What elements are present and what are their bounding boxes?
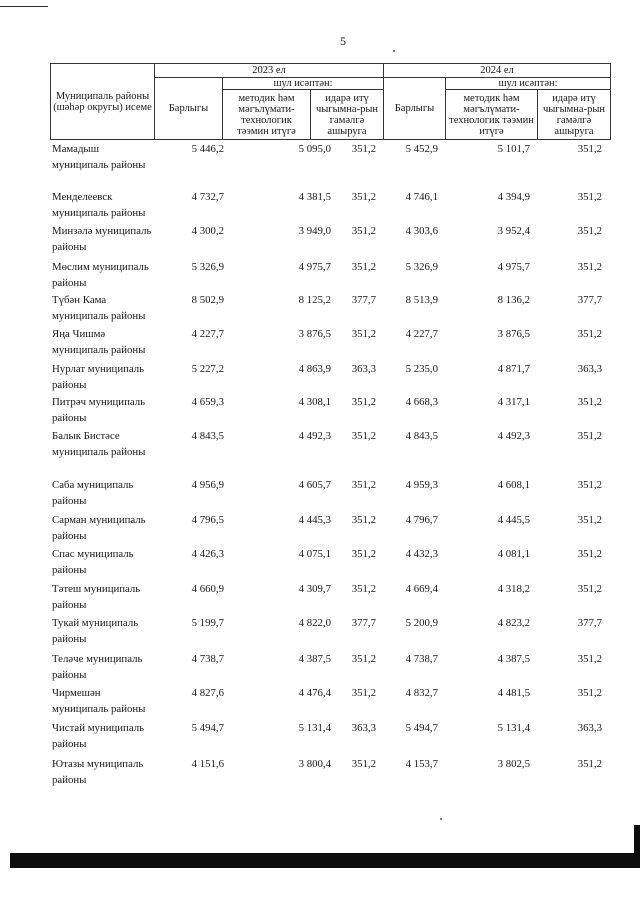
table-row — [50, 394, 610, 426]
methodical-2024: 4 387,5 — [497, 653, 530, 665]
table-row — [50, 581, 610, 613]
total-2023: 5 494,7 — [191, 722, 224, 734]
municipality-name: Мамадыш муниципаль районы — [52, 143, 146, 171]
total-2024: 4 153,7 — [405, 758, 438, 770]
total-2024: 4 669,4 — [405, 583, 438, 595]
methodical-2024: 4 492,3 — [497, 430, 530, 442]
total-2023: 5 446,2 — [191, 143, 224, 155]
table-row — [50, 361, 610, 393]
methodical-2023: 3 876,5 — [298, 328, 331, 340]
management-2023: 351,2 — [351, 687, 376, 699]
top-rule — [0, 6, 48, 7]
total-2024: 4 303,6 — [405, 225, 438, 237]
total-2023: 4 827,6 — [191, 687, 224, 699]
total-2024: 4 668,3 — [405, 396, 438, 408]
methodical-2023-header: методик һәм мәгълүмати-технологик тәэмин итүгә — [223, 90, 311, 140]
total-2023-header: Барлыгы — [155, 78, 223, 140]
management-2023: 351,2 — [351, 328, 376, 340]
management-2023: 351,2 — [351, 758, 376, 770]
municipality-name: Питрәч муниципаль районы — [52, 396, 146, 424]
methodical-2023: 4 381,5 — [298, 191, 331, 203]
management-2024: 351,2 — [577, 191, 602, 203]
municipality-name: Минзәлә муниципаль районы — [52, 225, 152, 253]
table-row — [50, 189, 610, 221]
municipality-name: Ютазы муниципаль районы — [52, 758, 144, 786]
management-2024: 351,2 — [577, 261, 602, 273]
methodical-2024: 3 952,4 — [497, 225, 530, 237]
total-2023: 4 660,9 — [191, 583, 224, 595]
management-2024: 363,3 — [577, 722, 602, 734]
management-2024: 351,2 — [577, 758, 602, 770]
management-2023: 351,2 — [351, 225, 376, 237]
methodical-2024: 4 608,1 — [497, 479, 530, 491]
total-2023: 4 843,5 — [191, 430, 224, 442]
municipality-name: Спас муниципаль районы — [52, 548, 134, 576]
methodical-2023: 8 125,2 — [298, 294, 331, 306]
municipality-name: Чирмешән муниципаль районы — [52, 687, 146, 715]
total-2023: 4 732,7 — [191, 191, 224, 203]
total-2024: 4 832,7 — [405, 687, 438, 699]
management-2023: 351,2 — [351, 514, 376, 526]
management-2023: 377,7 — [351, 294, 376, 306]
total-2024: 5 235,0 — [405, 363, 438, 375]
management-2024: 351,2 — [577, 430, 602, 442]
scan-speck — [440, 818, 442, 820]
management-2024: 351,2 — [577, 687, 602, 699]
methodical-2024: 4 481,5 — [497, 687, 530, 699]
management-2024: 363,3 — [577, 363, 602, 375]
management-2023: 351,2 — [351, 261, 376, 273]
management-2023: 351,2 — [351, 583, 376, 595]
total-2024: 4 959,3 — [405, 479, 438, 491]
management-2024: 377,7 — [577, 617, 602, 629]
management-2023-header: идарә итү чыгымна-рын гамәлгә ашыруга — [311, 90, 384, 140]
total-2024-header: Барлыгы — [384, 78, 446, 140]
total-2024: 4 738,7 — [405, 653, 438, 665]
municipality-name: Нурлат муниципаль районы — [52, 363, 145, 391]
management-2024: 351,2 — [577, 514, 602, 526]
management-2024: 377,7 — [577, 294, 602, 306]
municipality-name: Сарман муниципаль районы — [52, 514, 146, 542]
including-2023-header: шул исәптән: — [223, 78, 384, 90]
total-2024: 4 796,7 — [405, 514, 438, 526]
total-2024: 4 746,1 — [405, 191, 438, 203]
table-row — [50, 141, 610, 183]
management-2023: 363,3 — [351, 722, 376, 734]
methodical-2023: 4 309,7 — [298, 583, 331, 595]
management-2024: 351,2 — [577, 653, 602, 665]
methodical-2024: 4 975,7 — [497, 261, 530, 273]
total-2023: 4 300,2 — [191, 225, 224, 237]
total-2023: 8 502,9 — [191, 294, 224, 306]
methodical-2023: 4 308,1 — [298, 396, 331, 408]
total-2023: 5 326,9 — [191, 261, 224, 273]
methodical-2024: 4 445,5 — [497, 514, 530, 526]
total-2023: 4 796,5 — [191, 514, 224, 526]
methodical-2024: 4 394,9 — [497, 191, 530, 203]
methodical-2024: 3 876,5 — [497, 328, 530, 340]
municipality-column-header: Муниципаль районы (шәһәр округы) исеме — [51, 64, 155, 140]
management-2023: 377,7 — [351, 617, 376, 629]
methodical-2024: 4 317,1 — [497, 396, 530, 408]
methodical-2023: 3 949,0 — [298, 225, 331, 237]
page-number: 5 — [340, 34, 346, 48]
table-header — [50, 63, 611, 140]
municipality-name: Яңа Чишмә муниципаль районы — [52, 328, 146, 356]
year-2024-header: 2024 ел — [384, 64, 611, 78]
table-row — [50, 615, 610, 647]
municipality-name: Менделеевск муниципаль районы — [52, 191, 146, 219]
management-2023: 351,2 — [351, 396, 376, 408]
methodical-2024: 5 101,7 — [497, 143, 530, 155]
methodical-2023: 4 605,7 — [298, 479, 331, 491]
table-row — [50, 651, 610, 683]
management-2023: 351,2 — [351, 653, 376, 665]
scan-edge-shadow — [634, 825, 640, 855]
table-row — [50, 259, 610, 291]
total-2023: 4 151,6 — [191, 758, 224, 770]
methodical-2023: 4 492,3 — [298, 430, 331, 442]
scan-speck — [393, 50, 395, 52]
table-row — [50, 292, 610, 324]
management-2024: 351,2 — [577, 225, 602, 237]
total-2023: 4 227,7 — [191, 328, 224, 340]
methodical-2023: 4 445,3 — [298, 514, 331, 526]
methodical-2024: 4 318,2 — [497, 583, 530, 595]
table-row — [50, 428, 610, 476]
total-2023: 4 426,3 — [191, 548, 224, 560]
methodical-2023: 4 822,0 — [298, 617, 331, 629]
management-2024: 351,2 — [577, 143, 602, 155]
total-2024: 8 513,9 — [405, 294, 438, 306]
total-2024: 5 200,9 — [405, 617, 438, 629]
table-row — [50, 720, 610, 752]
management-2024: 351,2 — [577, 548, 602, 560]
methodical-2023: 4 476,4 — [298, 687, 331, 699]
municipality-name: Тәтеш муниципаль районы — [52, 583, 141, 611]
municipality-name: Теләче муниципаль районы — [52, 653, 143, 681]
management-2023: 351,2 — [351, 143, 376, 155]
total-2024: 5 452,9 — [405, 143, 438, 155]
total-2023: 5 199,7 — [191, 617, 224, 629]
table-row — [50, 326, 610, 358]
methodical-2023: 4 863,9 — [298, 363, 331, 375]
management-2023: 363,3 — [351, 363, 376, 375]
total-2024: 5 326,9 — [405, 261, 438, 273]
total-2024: 5 494,7 — [405, 722, 438, 734]
total-2023: 4 738,7 — [191, 653, 224, 665]
municipality-name: Чистай муниципаль районы — [52, 722, 145, 750]
municipality-name: Тукай муниципаль районы — [52, 617, 139, 645]
total-2023: 4 659,3 — [191, 396, 224, 408]
methodical-2024-header: методик һәм мәгълүмати-технологик тәэмин итүгә — [446, 90, 538, 140]
management-2023: 351,2 — [351, 548, 376, 560]
municipality-name: Түбән Кама муниципаль районы — [52, 294, 146, 322]
total-2024: 4 227,7 — [405, 328, 438, 340]
methodical-2024: 4 871,7 — [497, 363, 530, 375]
total-2024: 4 843,5 — [405, 430, 438, 442]
total-2024: 4 432,3 — [405, 548, 438, 560]
methodical-2023: 4 387,5 — [298, 653, 331, 665]
methodical-2023: 5 131,4 — [298, 722, 331, 734]
including-2024-header: шул исәптән: — [446, 78, 611, 90]
methodical-2023: 4 075,1 — [298, 548, 331, 560]
methodical-2023: 3 800,4 — [298, 758, 331, 770]
methodical-2024: 5 131,4 — [497, 722, 530, 734]
total-2023: 4 956,9 — [191, 479, 224, 491]
table-row — [50, 223, 610, 255]
methodical-2023: 4 975,7 — [298, 261, 331, 273]
methodical-2024: 8 136,2 — [497, 294, 530, 306]
methodical-2024: 4 823,2 — [497, 617, 530, 629]
management-2023: 351,2 — [351, 191, 376, 203]
management-2024: 351,2 — [577, 479, 602, 491]
total-2023: 5 227,2 — [191, 363, 224, 375]
management-2023: 351,2 — [351, 430, 376, 442]
management-2024: 351,2 — [577, 396, 602, 408]
table-row — [50, 756, 610, 788]
table-row — [50, 512, 610, 544]
year-2023-header: 2023 ел — [155, 64, 384, 78]
management-2024: 351,2 — [577, 328, 602, 340]
municipality-name: Балык Бистәсе муниципаль районы — [52, 430, 146, 458]
table-row — [50, 685, 610, 717]
management-2024-header: идарә итү чыгымна-рын гамәлгә ашыруга — [538, 90, 611, 140]
scan-bottom-border — [10, 853, 640, 868]
table-row — [50, 477, 610, 509]
methodical-2023: 5 095,0 — [298, 143, 331, 155]
municipality-name: Саба муниципаль районы — [52, 479, 134, 507]
municipality-name: Мөслим муниципаль районы — [52, 261, 149, 289]
methodical-2024: 3 802,5 — [497, 758, 530, 770]
methodical-2024: 4 081,1 — [497, 548, 530, 560]
management-2023: 351,2 — [351, 479, 376, 491]
management-2024: 351,2 — [577, 583, 602, 595]
table-row — [50, 546, 610, 578]
